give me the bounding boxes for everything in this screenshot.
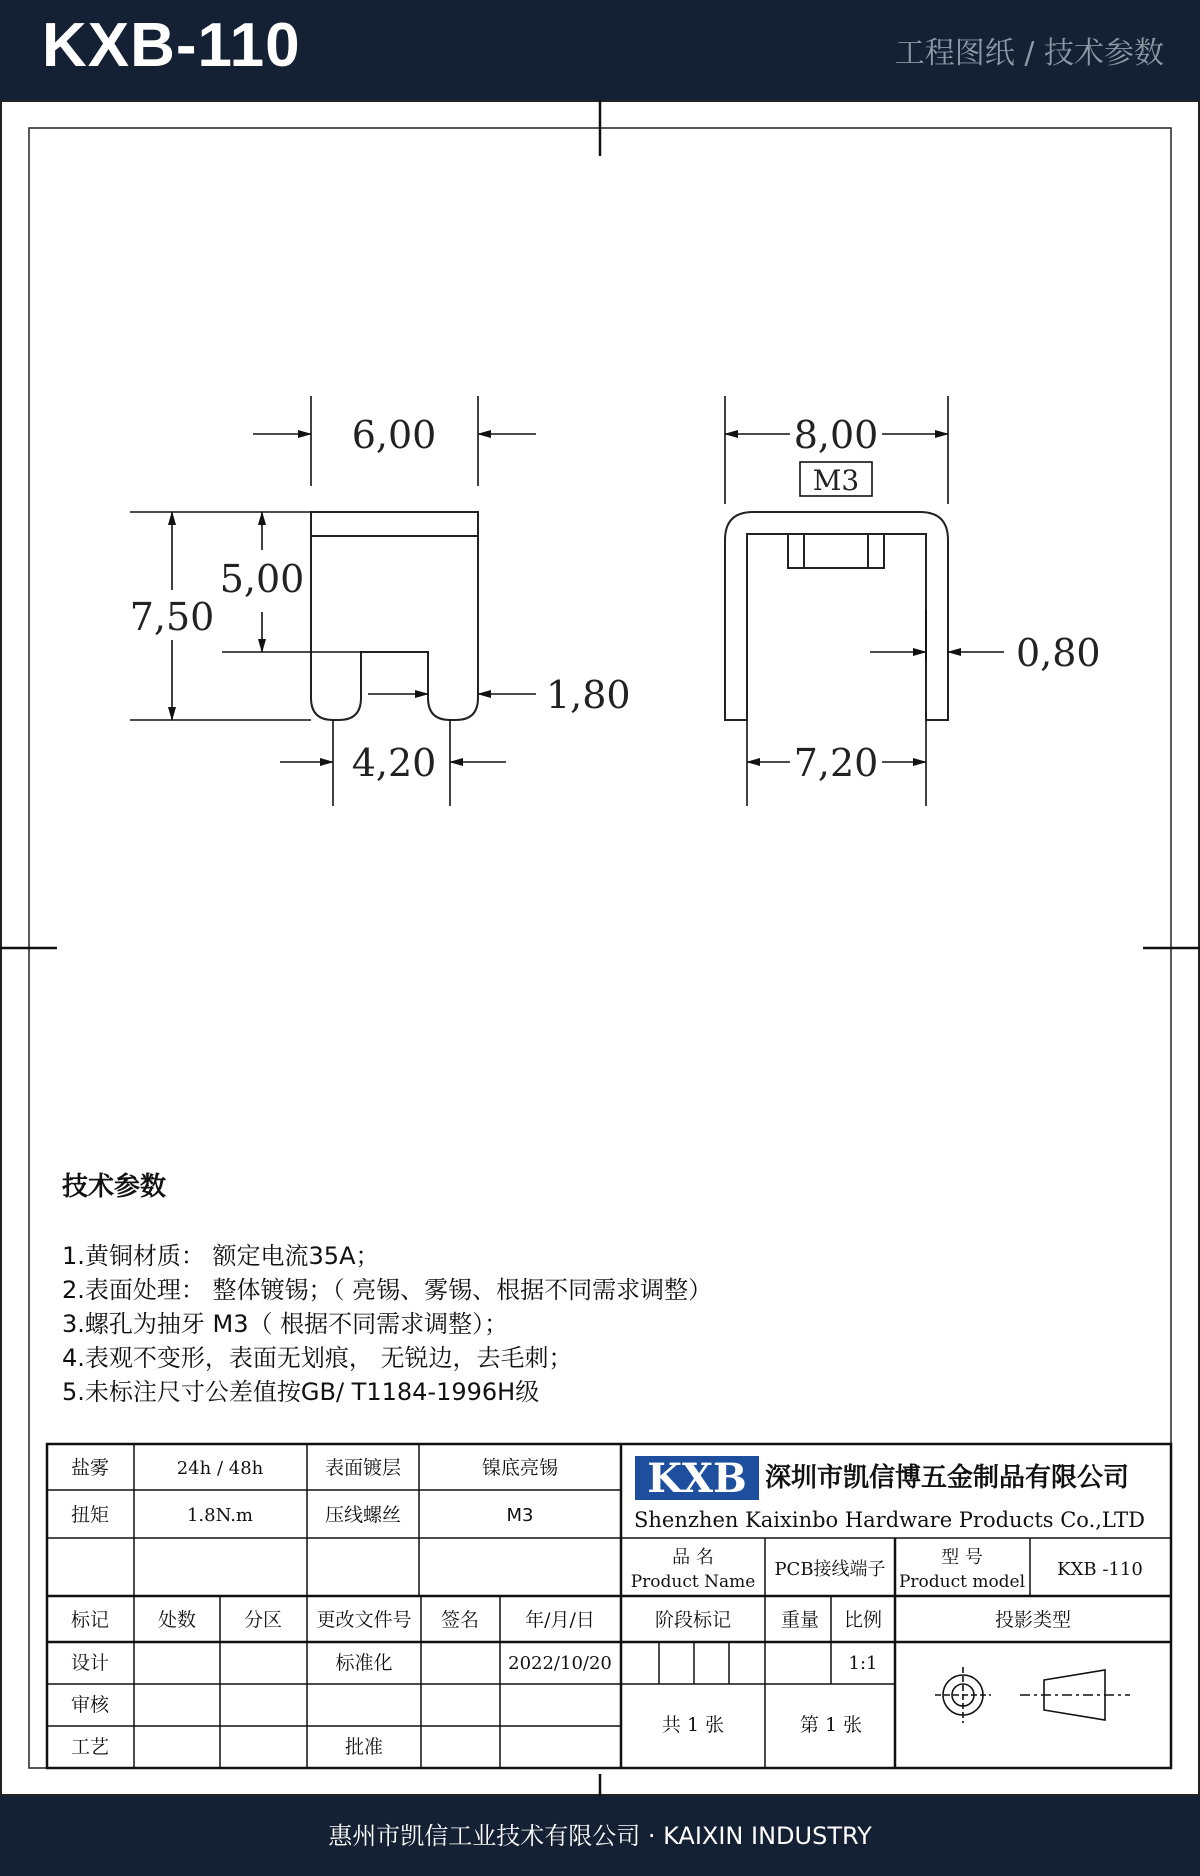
dim-thickness-0-8: 0,80: [1016, 631, 1101, 675]
value-salt-spray: 24h / 48h: [176, 1458, 264, 1479]
value-product-name: PCB接线端子: [774, 1559, 886, 1580]
specs-title: 技术参数: [62, 1172, 167, 1202]
technical-specifications: [62, 1166, 712, 1409]
label-product-name-en: Product Name: [630, 1572, 756, 1592]
hdr-zone: 分区: [243, 1609, 283, 1631]
projection-symbol: [935, 1667, 1130, 1723]
label-product-model-cn: 型 号: [941, 1547, 983, 1568]
engineering-drawing-sheet: [0, 100, 1200, 1796]
dim-height-5: 5,00: [219, 557, 305, 601]
projection-truncated-cone: [1044, 1670, 1105, 1720]
label-plating: 表面镀层: [324, 1457, 402, 1479]
label-torque: 扭矩: [70, 1504, 110, 1526]
hdr-scale: 比例: [843, 1609, 883, 1631]
hdr-date: 年/月/日: [525, 1609, 595, 1631]
spec-item-appearance: 4.表观不变形，表面无划痕， 无锐边，去毛刺；: [62, 1344, 573, 1372]
value-scale: 1:1: [848, 1653, 878, 1674]
company-name-en: Shenzhen Kaixinbo Hardware Products Co.,LTD: [634, 1508, 1146, 1532]
hdr-stage: 阶段标记: [654, 1609, 732, 1631]
label-screw: 压线螺丝: [324, 1504, 402, 1526]
hdr-sign: 签名: [440, 1609, 480, 1631]
value-plating: 镍底亮锡: [481, 1457, 559, 1479]
hdr-weight: 重量: [780, 1609, 820, 1631]
dim-height-7-5: 7,50: [129, 595, 215, 639]
value-product-model: KXB -110: [1057, 1559, 1143, 1580]
page-header: [0, 0, 1200, 100]
title-block-text: [71, 1455, 1145, 1758]
company-name-cn: 深圳市凯信博五金制品有限公司: [765, 1463, 1130, 1493]
dim-width-8: 8,00: [793, 413, 879, 457]
dim-inner-width-7-2: 7,20: [793, 741, 879, 785]
value-date: 2022/10/20: [508, 1653, 612, 1674]
label-standardization: 标准化: [335, 1652, 393, 1674]
header-subtitle: 工程图纸 / 技术参数: [894, 36, 1164, 71]
label-review: 审核: [70, 1694, 110, 1716]
label-salt-spray: 盐雾: [70, 1457, 110, 1479]
label-product-name-cn: 品 名: [672, 1547, 714, 1568]
spec-item-thread: 3.螺孔为抽牙 M3（ 根据不同需求调整）；: [62, 1310, 509, 1338]
label-approve: 批准: [344, 1736, 384, 1758]
left-view-dimension-labels: [130, 413, 631, 785]
sheet-outer-border: [1, 101, 1199, 1795]
hdr-projection: 投影类型: [994, 1609, 1072, 1631]
company-logo-text: KXB: [647, 1455, 747, 1502]
right-view-body: [725, 512, 948, 720]
value-total-sheets: 共 1 张: [661, 1714, 725, 1736]
value-torque: 1.8N.m: [186, 1505, 254, 1526]
label-product-model-en: Product model: [898, 1572, 1026, 1592]
dim-slot-1-8: 1,80: [546, 673, 631, 717]
spec-item-surface: 2.表面处理： 整体镀锡；（ 亮锡、雾锡、根据不同需求调整）: [62, 1276, 713, 1304]
value-screw: M3: [506, 1505, 534, 1526]
hdr-doc: 更改文件号: [316, 1609, 412, 1631]
right-view: [725, 512, 948, 720]
label-process: 工艺: [70, 1736, 110, 1758]
right-view-thread-boss: [788, 534, 884, 568]
hdr-mark: 标记: [70, 1609, 110, 1631]
value-sheet-number: 第 1 张: [799, 1714, 863, 1736]
left-view-body: [311, 512, 478, 720]
left-view: [311, 512, 478, 720]
hdr-count: 处数: [157, 1609, 197, 1631]
dim-width-6: 6,00: [351, 413, 437, 457]
spec-item-tolerance: 5.未标注尺寸公差值按GB/ T1184-1996H级: [62, 1378, 540, 1406]
label-design: 设计: [70, 1652, 110, 1674]
spec-item-material: 1.黄铜材质： 额定电流35A；: [62, 1242, 380, 1270]
dim-thread-m3: M3: [812, 464, 860, 497]
dim-slot-pitch-4-2: 4,20: [351, 741, 437, 785]
page-footer: 惠州市凯信工业技术有限公司 · KAIXIN INDUSTRY: [0, 1796, 1200, 1876]
model-title: KXB-110: [42, 11, 301, 80]
